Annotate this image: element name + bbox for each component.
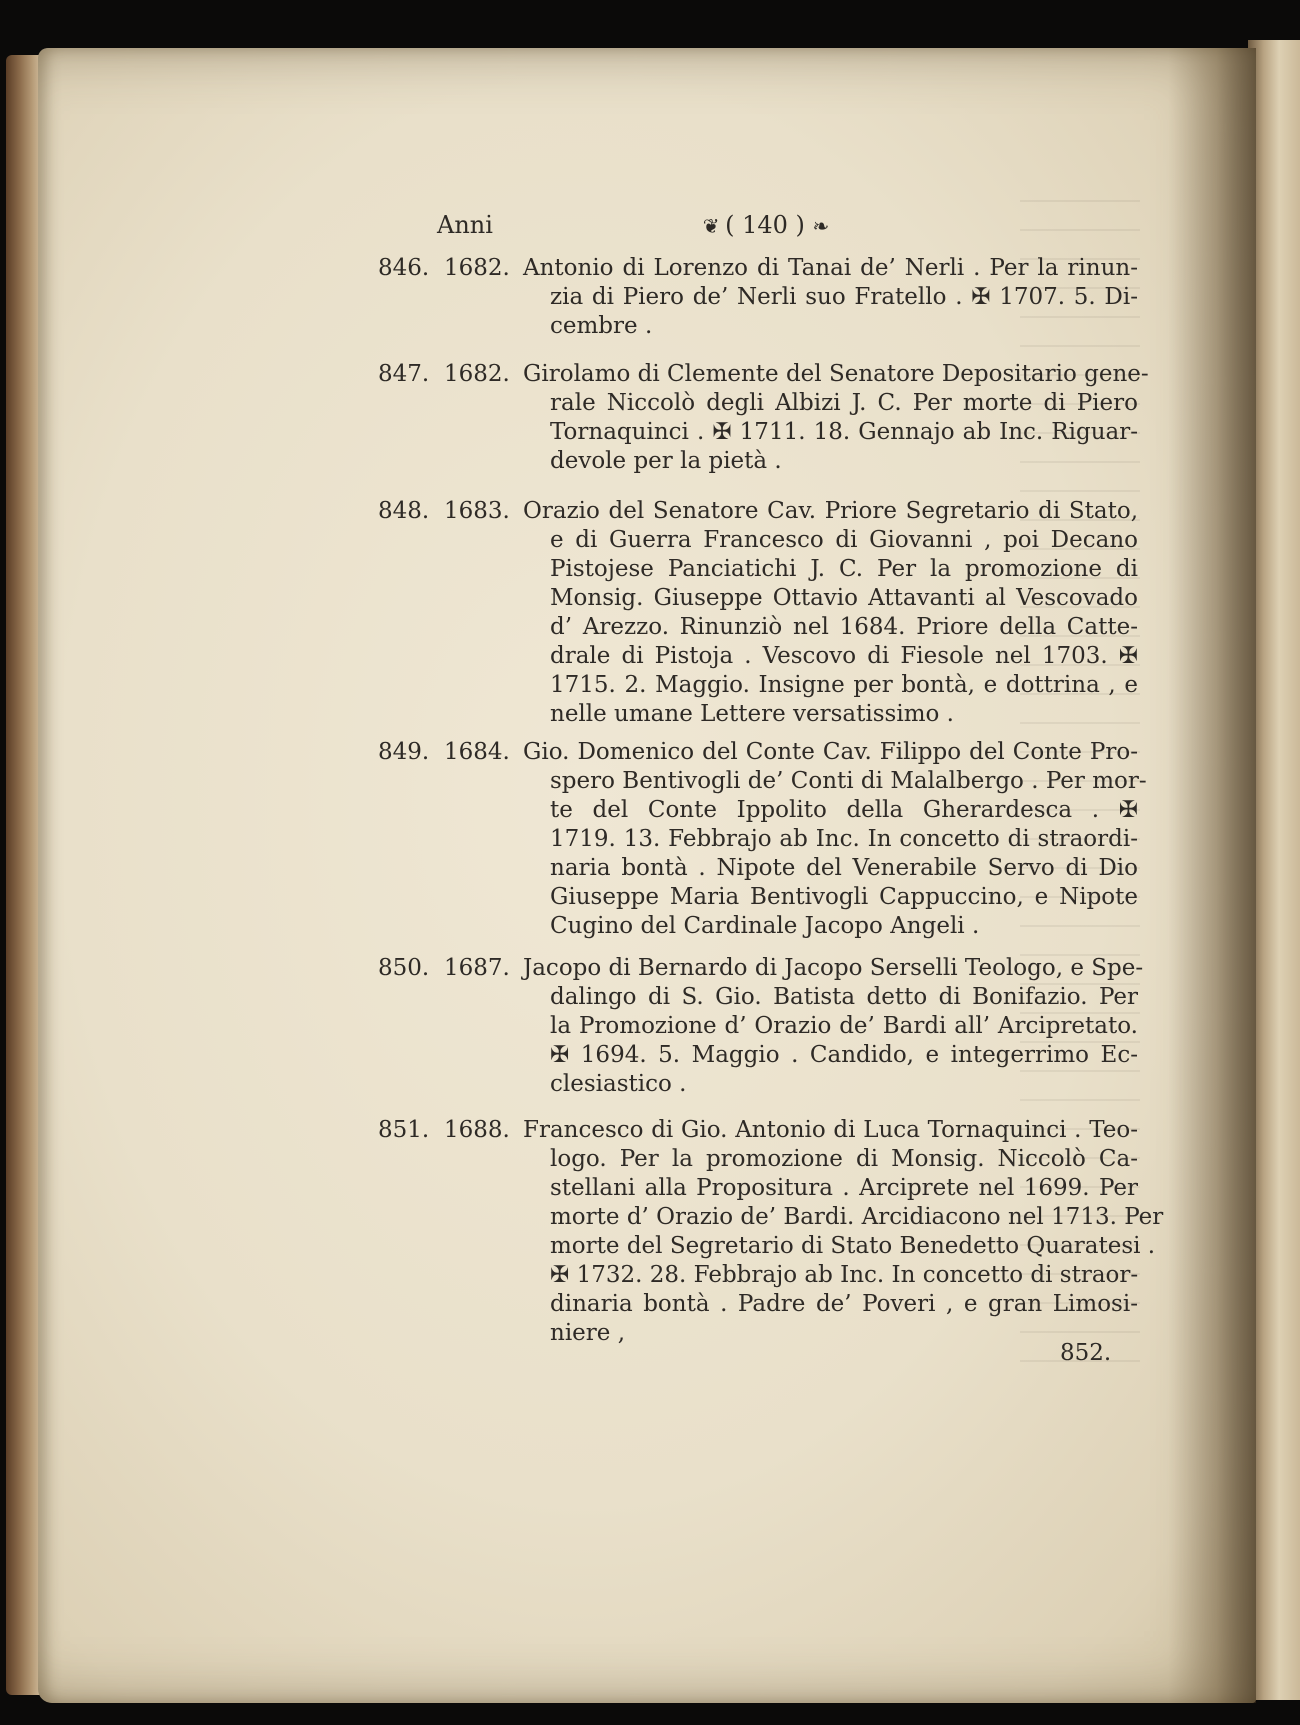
entry-849 (378, 738, 1147, 941)
page-folio (680, 211, 850, 239)
entry-number: 850. (378, 955, 430, 981)
entry-line: la Promozione d’ Orazio de’ Bardi all’ Arcipretato. (550, 1013, 1138, 1039)
entry-number: 848. (378, 498, 430, 524)
page-number: ( 140 ) (725, 211, 805, 239)
entry-number: 851. (378, 1117, 430, 1143)
entry-line: Tornaquinci . ✠ 1711. 18. Gennajo ab Inc. Riguar- (550, 419, 1138, 445)
entry-body (378, 767, 1147, 941)
entry-first-line: Girolamo di Clemente del Senatore Depositario gene- (523, 361, 1149, 387)
entry-848 (378, 497, 1138, 729)
entry-year: 1683. (444, 498, 510, 524)
entry-846 (378, 254, 1138, 341)
entry-line: 1719. 13. Febbrajo ab Inc. In concetto di straordi- (550, 826, 1138, 852)
entry-body (378, 983, 1138, 1099)
entry-line: drale di Pistoja . Vescovo di Fiesole nel 1703. ✠ (550, 643, 1138, 669)
entry-line: Monsig. Giuseppe Ottavio Attavanti al Vescovado (550, 585, 1138, 611)
entry-line: rale Niccolò degli Albizi J. C. Per morte di Piero (550, 390, 1138, 416)
entry-number: 846. (378, 255, 430, 281)
entry-850 (378, 954, 1144, 1099)
entry-year: 1682. (444, 255, 510, 281)
entry-847 (378, 360, 1149, 476)
ornament-right-icon: ❧ (812, 214, 828, 238)
entry-line: Cugino del Cardinale Jacopo Angeli . (550, 913, 980, 939)
entry-body (378, 526, 1138, 729)
entry-number: 849. (378, 739, 430, 765)
running-head: Anni (437, 211, 493, 239)
entry-line: devole per la pietà . (550, 448, 782, 474)
entry-line: e di Guerra Francesco di Giovanni , poi Decano (550, 527, 1138, 553)
entry-line: stellani alla Propositura . Arciprete nel 1699. Per (550, 1175, 1138, 1201)
entry-line: 1715. 2. Maggio. Insigne per bontà, e dottrina , e (550, 672, 1138, 698)
entry-851 (378, 1116, 1164, 1348)
entry-line: logo. Per la promozione di Monsig. Niccolò Ca- (550, 1146, 1138, 1172)
entry-line: nelle umane Lettere versatissimo . (550, 701, 954, 727)
entry-line: morte del Segretario di Stato Benedetto Quaratesi . (550, 1233, 1156, 1259)
entry-number: 847. (378, 361, 430, 387)
entry-first-line: Antonio di Lorenzo di Tanai de’ Nerli . Per la rinun- (523, 255, 1138, 281)
ornament-left-icon: ❦ (702, 214, 718, 238)
entry-line: spero Bentivogli de’ Conti di Malalbergo . Per mor- (550, 768, 1147, 794)
entry-line: te del Conte Ippolito della Gherardesca . ✠ (550, 797, 1138, 823)
entry-line: morte d’ Orazio de’ Bardi. Arcidiacono nel 1713. Per (550, 1204, 1164, 1230)
catchword: 852. (1060, 1340, 1112, 1366)
entry-line: clesiastico . (550, 1071, 687, 1097)
entry-line: ✠ 1694. 5. Maggio . Candido, e integerrimo Ec- (550, 1042, 1138, 1068)
entry-year: 1687. (444, 955, 510, 981)
entry-first-line: Gio. Domenico del Conte Cav. Filippo del Conte Pro- (523, 739, 1138, 765)
entry-line: Giuseppe Maria Bentivogli Cappuccino, e Nipote (550, 884, 1138, 910)
entry-line: cembre . (550, 313, 653, 339)
entry-line: d’ Arezzo. Rinunziò nel 1684. Priore della Catte- (550, 614, 1138, 640)
entry-body (378, 283, 1138, 341)
entry-body (378, 389, 1138, 476)
entry-line: niere , (550, 1320, 626, 1346)
entry-line: dinaria bontà . Padre de’ Poveri , e gran Limosi- (550, 1291, 1138, 1317)
entry-line: dalingo di S. Gio. Batista detto di Bonifazio. Per (550, 984, 1138, 1010)
entry-year: 1684. (444, 739, 510, 765)
entry-body (378, 1145, 1164, 1348)
page-gutter-shadow (1168, 48, 1256, 1703)
entry-first-line: Orazio del Senatore Cav. Priore Segretario di Stato, (523, 498, 1138, 524)
entry-line: zia di Piero de’ Nerli suo Fratello . ✠ 1707. 5. Di- (550, 284, 1138, 310)
entry-year: 1688. (444, 1117, 510, 1143)
entry-line: naria bontà . Nipote del Venerabile Servo di Dio (550, 855, 1138, 881)
entry-first-line: Francesco di Gio. Antonio di Luca Tornaquinci . Teo- (523, 1117, 1138, 1143)
entry-line: Pistojese Panciatichi J. C. Per la promozione di (550, 556, 1138, 582)
entry-line: ✠ 1732. 28. Febbrajo ab Inc. In concetto di straor- (550, 1262, 1139, 1288)
entry-year: 1682. (444, 361, 510, 387)
entry-first-line: Jacopo di Bernardo di Jacopo Serselli Teologo, e Spe- (523, 955, 1144, 981)
